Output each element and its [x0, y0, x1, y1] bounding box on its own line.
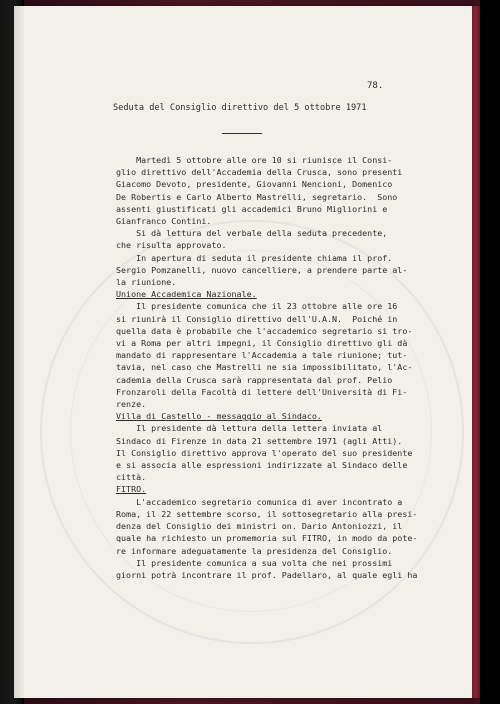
text-line: città. — [116, 472, 147, 483]
page-title: Seduta del Consiglio direttivo del 5 ottobre 1971 — [113, 103, 367, 113]
text-line: Il presidente dà lettura della lettera inviata al — [116, 423, 383, 434]
text-line: glio direttivo dell'Accademia della Crusca, sono presenti — [116, 167, 403, 178]
text-line: Gianfranco Contini. — [116, 216, 212, 227]
text-line: Roma, il 22 settembre scorso, il sottosegretario alla presi- — [116, 508, 418, 519]
text-line: assenti giustificati gli accademici Bruno Migliorini e — [116, 203, 388, 214]
text-line: Il Consiglio direttivo approva l'operato del suo presidente — [116, 447, 413, 458]
text-line: Martedì 5 ottobre alle ore 10 si riunisce il Consi- — [116, 155, 393, 165]
text-line: re informare adeguatamente la presidenza del Consiglio. — [116, 545, 393, 556]
text-line: Il presidente comunica che il 23 ottobre alle ore 16 — [116, 301, 398, 312]
text-line: Il presidente comunica a sua volta che nei prossimi — [116, 557, 393, 568]
text-line: Fronzaroli della Facoltà di lettere dell'Università di Fi- — [116, 386, 408, 397]
section-heading: Villa di Castello - messaggio al Sindaco. — [116, 411, 322, 422]
text-line: L'accademico segretario comunica di aver incontrato a — [116, 496, 403, 507]
text-line: che risulta approvato. — [116, 240, 227, 251]
section-heading: Unione Accademica Nazionale. — [116, 289, 257, 300]
text-line: quale ha richiesto un promemoria sul FITRO, in modo da pote- — [116, 533, 418, 544]
page-gutter — [14, 6, 24, 698]
text-line: Giacomo Devoto, presidente, Giovanni Nencioni, Domenico — [116, 179, 393, 190]
text-line: la riunione. — [116, 277, 177, 288]
text-line: mandato di rappresentare l'Accademia a tale riunione; tut- — [116, 350, 408, 361]
body-text — [116, 154, 417, 581]
text-line: quella data è probabile che l'accademico segretario si tro- — [116, 325, 413, 336]
text-line: e si associa alle espressioni indirizzate al Sindaco delle — [116, 460, 408, 471]
text-line: giorni potrà incontrare il prof. Padellaro, al quale egli ha — [116, 569, 418, 580]
page-number: 78. — [367, 81, 384, 91]
text-line: Sindaco di Firenze in data 21 settembre 1971 (agli Atti). — [116, 435, 403, 446]
text-line: vi a Roma per altri impegni, il Consiglio direttivo gli dà — [116, 338, 408, 349]
title-divider — [222, 133, 262, 134]
binding-edge-strip — [472, 6, 480, 698]
text-line: De Robertis e Carlo Alberto Mastrelli, segretario. Sono — [116, 191, 398, 202]
text-line: renze. — [116, 399, 147, 410]
text-line: Si dà lettura del verbale della seduta precedente, — [116, 228, 388, 239]
text-line: si riunirà il Consiglio direttivo dell'U.A.N. Poiché in — [116, 313, 398, 324]
text-line: cademia della Crusca sarà rappresentata dal prof. Pelio — [116, 374, 393, 385]
section-heading: FITRO. — [116, 484, 147, 495]
text-line: denza del Consiglio dei ministri on. Dario Antoniozzi, il — [116, 521, 403, 532]
text-line: In apertura di seduta il presidente chiama il prof. — [116, 252, 393, 263]
text-line: tavia, nel caso che Mastrelli ne sia impossibilitato, l'Ac- — [116, 362, 413, 373]
text-line: Sergio Pomzanelli, nuovo cancelliere, a prendere parte al- — [116, 264, 408, 275]
